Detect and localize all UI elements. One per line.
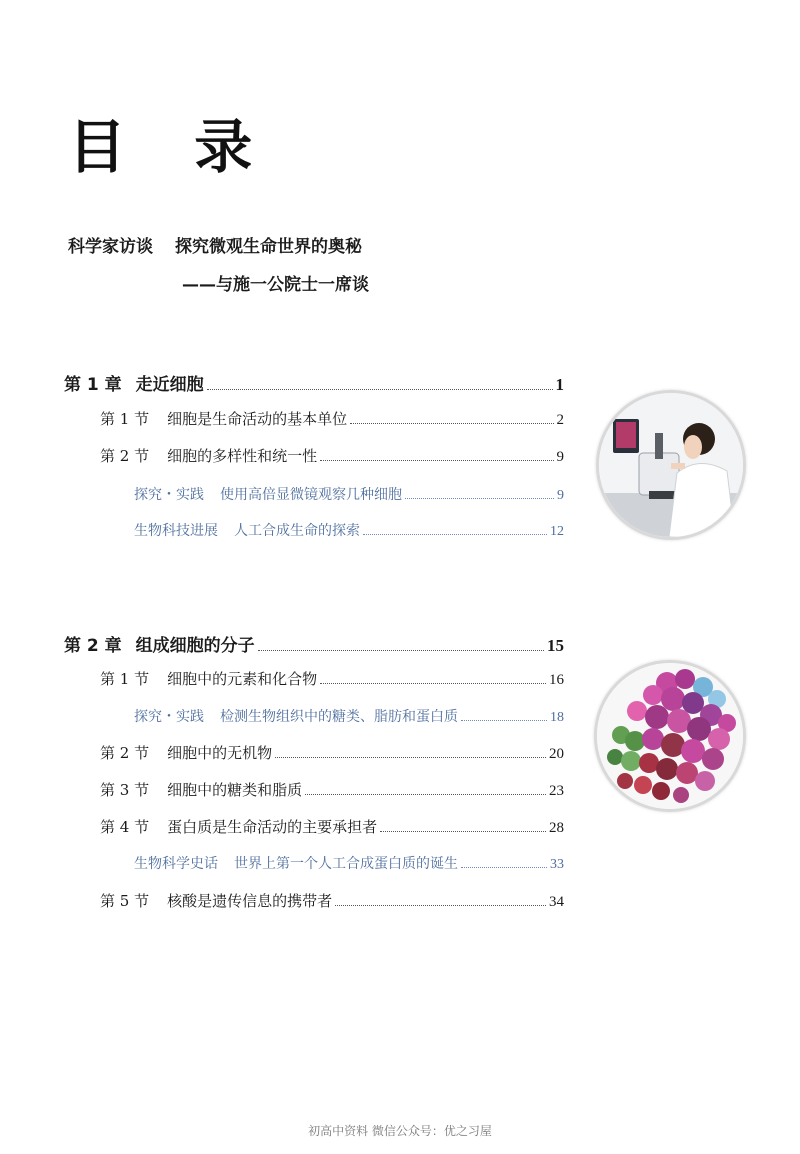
leader-dots (335, 905, 546, 906)
feature-title: 人工合成生命的探索 (234, 523, 360, 539)
protein-molecule-illustration (597, 663, 743, 809)
feature-kind: 探究・实践 (134, 709, 204, 725)
interview-label: 科学家访谈 (68, 237, 153, 257)
scientist-microscope-illustration (599, 393, 743, 537)
chapter-title: 走近细胞 (135, 375, 204, 395)
chapter-title: 组成细胞的分子 (135, 636, 255, 656)
leader-dots (320, 460, 553, 461)
section-number: 第 4 节 (100, 818, 150, 836)
section-number: 第 1 节 (100, 410, 150, 428)
toc-section[interactable] (100, 408, 564, 429)
toc-section[interactable] (100, 445, 564, 466)
toc-section[interactable] (100, 890, 564, 911)
section-title: 蛋白质是生命活动的主要承担者 (167, 818, 378, 836)
interview-subtitle: ——与施一公院士一席谈 (182, 275, 369, 295)
page-number: 18 (550, 710, 564, 725)
feature-kind: 探究・实践 (134, 487, 204, 503)
toc-section[interactable] (100, 779, 564, 800)
section-number: 第 3 节 (100, 781, 150, 799)
toc-feature[interactable] (134, 484, 564, 504)
leader-dots (461, 867, 547, 868)
leader-dots (258, 650, 544, 651)
toc-feature[interactable] (134, 853, 564, 873)
leader-dots (461, 720, 547, 721)
toc-section[interactable] (100, 742, 564, 763)
section-title: 细胞是生命活动的基本单位 (167, 410, 348, 428)
section-title: 核酸是遗传信息的携带者 (167, 892, 333, 910)
page-number: 28 (549, 820, 564, 836)
page-number: 34 (549, 894, 564, 910)
page-number: 9 (556, 449, 564, 465)
toc-chapter-1[interactable] (64, 370, 564, 395)
page-number: 20 (549, 746, 564, 762)
interview-title: 探究微观生命世界的奥秘 (175, 237, 362, 257)
leader-dots (275, 757, 546, 758)
leader-dots (305, 794, 546, 795)
section-number: 第 5 节 (100, 892, 150, 910)
page-title: 目 录 (68, 113, 277, 181)
toc-section[interactable] (100, 816, 564, 837)
section-title: 细胞中的无机物 (167, 744, 273, 762)
leader-dots (350, 423, 553, 424)
page-number: 1 (555, 375, 564, 394)
section-number: 第 2 节 (100, 744, 150, 762)
feature-title: 使用高倍显微镜观察几种细胞 (220, 487, 402, 503)
toc-feature[interactable] (134, 520, 564, 540)
page-number: 15 (547, 636, 564, 655)
page-number: 33 (550, 857, 564, 872)
leader-dots (405, 498, 554, 499)
feature-kind: 生物科学史话 (134, 856, 218, 872)
interview-heading[interactable] (68, 232, 362, 257)
leader-dots (363, 534, 547, 535)
section-title: 细胞中的糖类和脂质 (167, 781, 303, 799)
feature-title: 世界上第一个人工合成蛋白质的诞生 (234, 856, 458, 872)
section-number: 第 1 节 (100, 670, 150, 688)
section-title: 细胞的多样性和统一性 (167, 447, 318, 465)
chapter-number: 第 2 章 (64, 636, 122, 656)
chapter-number: 第 1 章 (64, 375, 122, 395)
feature-kind: 生物科技进展 (134, 523, 218, 539)
page-number: 9 (557, 488, 564, 503)
leader-dots (380, 831, 546, 832)
section-title: 细胞中的元素和化合物 (167, 670, 318, 688)
page-number: 2 (556, 412, 564, 428)
footer-watermark: 初高中资料 微信公众号：优之习屋 (308, 1124, 492, 1138)
page-number: 12 (550, 524, 564, 539)
page-number: 23 (549, 783, 564, 799)
leader-dots (320, 683, 546, 684)
toc-section[interactable] (100, 668, 564, 689)
section-number: 第 2 节 (100, 447, 150, 465)
leader-dots (207, 389, 553, 390)
toc-feature[interactable] (134, 706, 564, 726)
feature-title: 检测生物组织中的糖类、脂肪和蛋白质 (220, 709, 458, 725)
protein-molecule-image (594, 660, 746, 812)
page-number: 16 (549, 672, 564, 688)
microscope-photo (596, 390, 746, 540)
toc-chapter-2[interactable] (64, 631, 564, 656)
